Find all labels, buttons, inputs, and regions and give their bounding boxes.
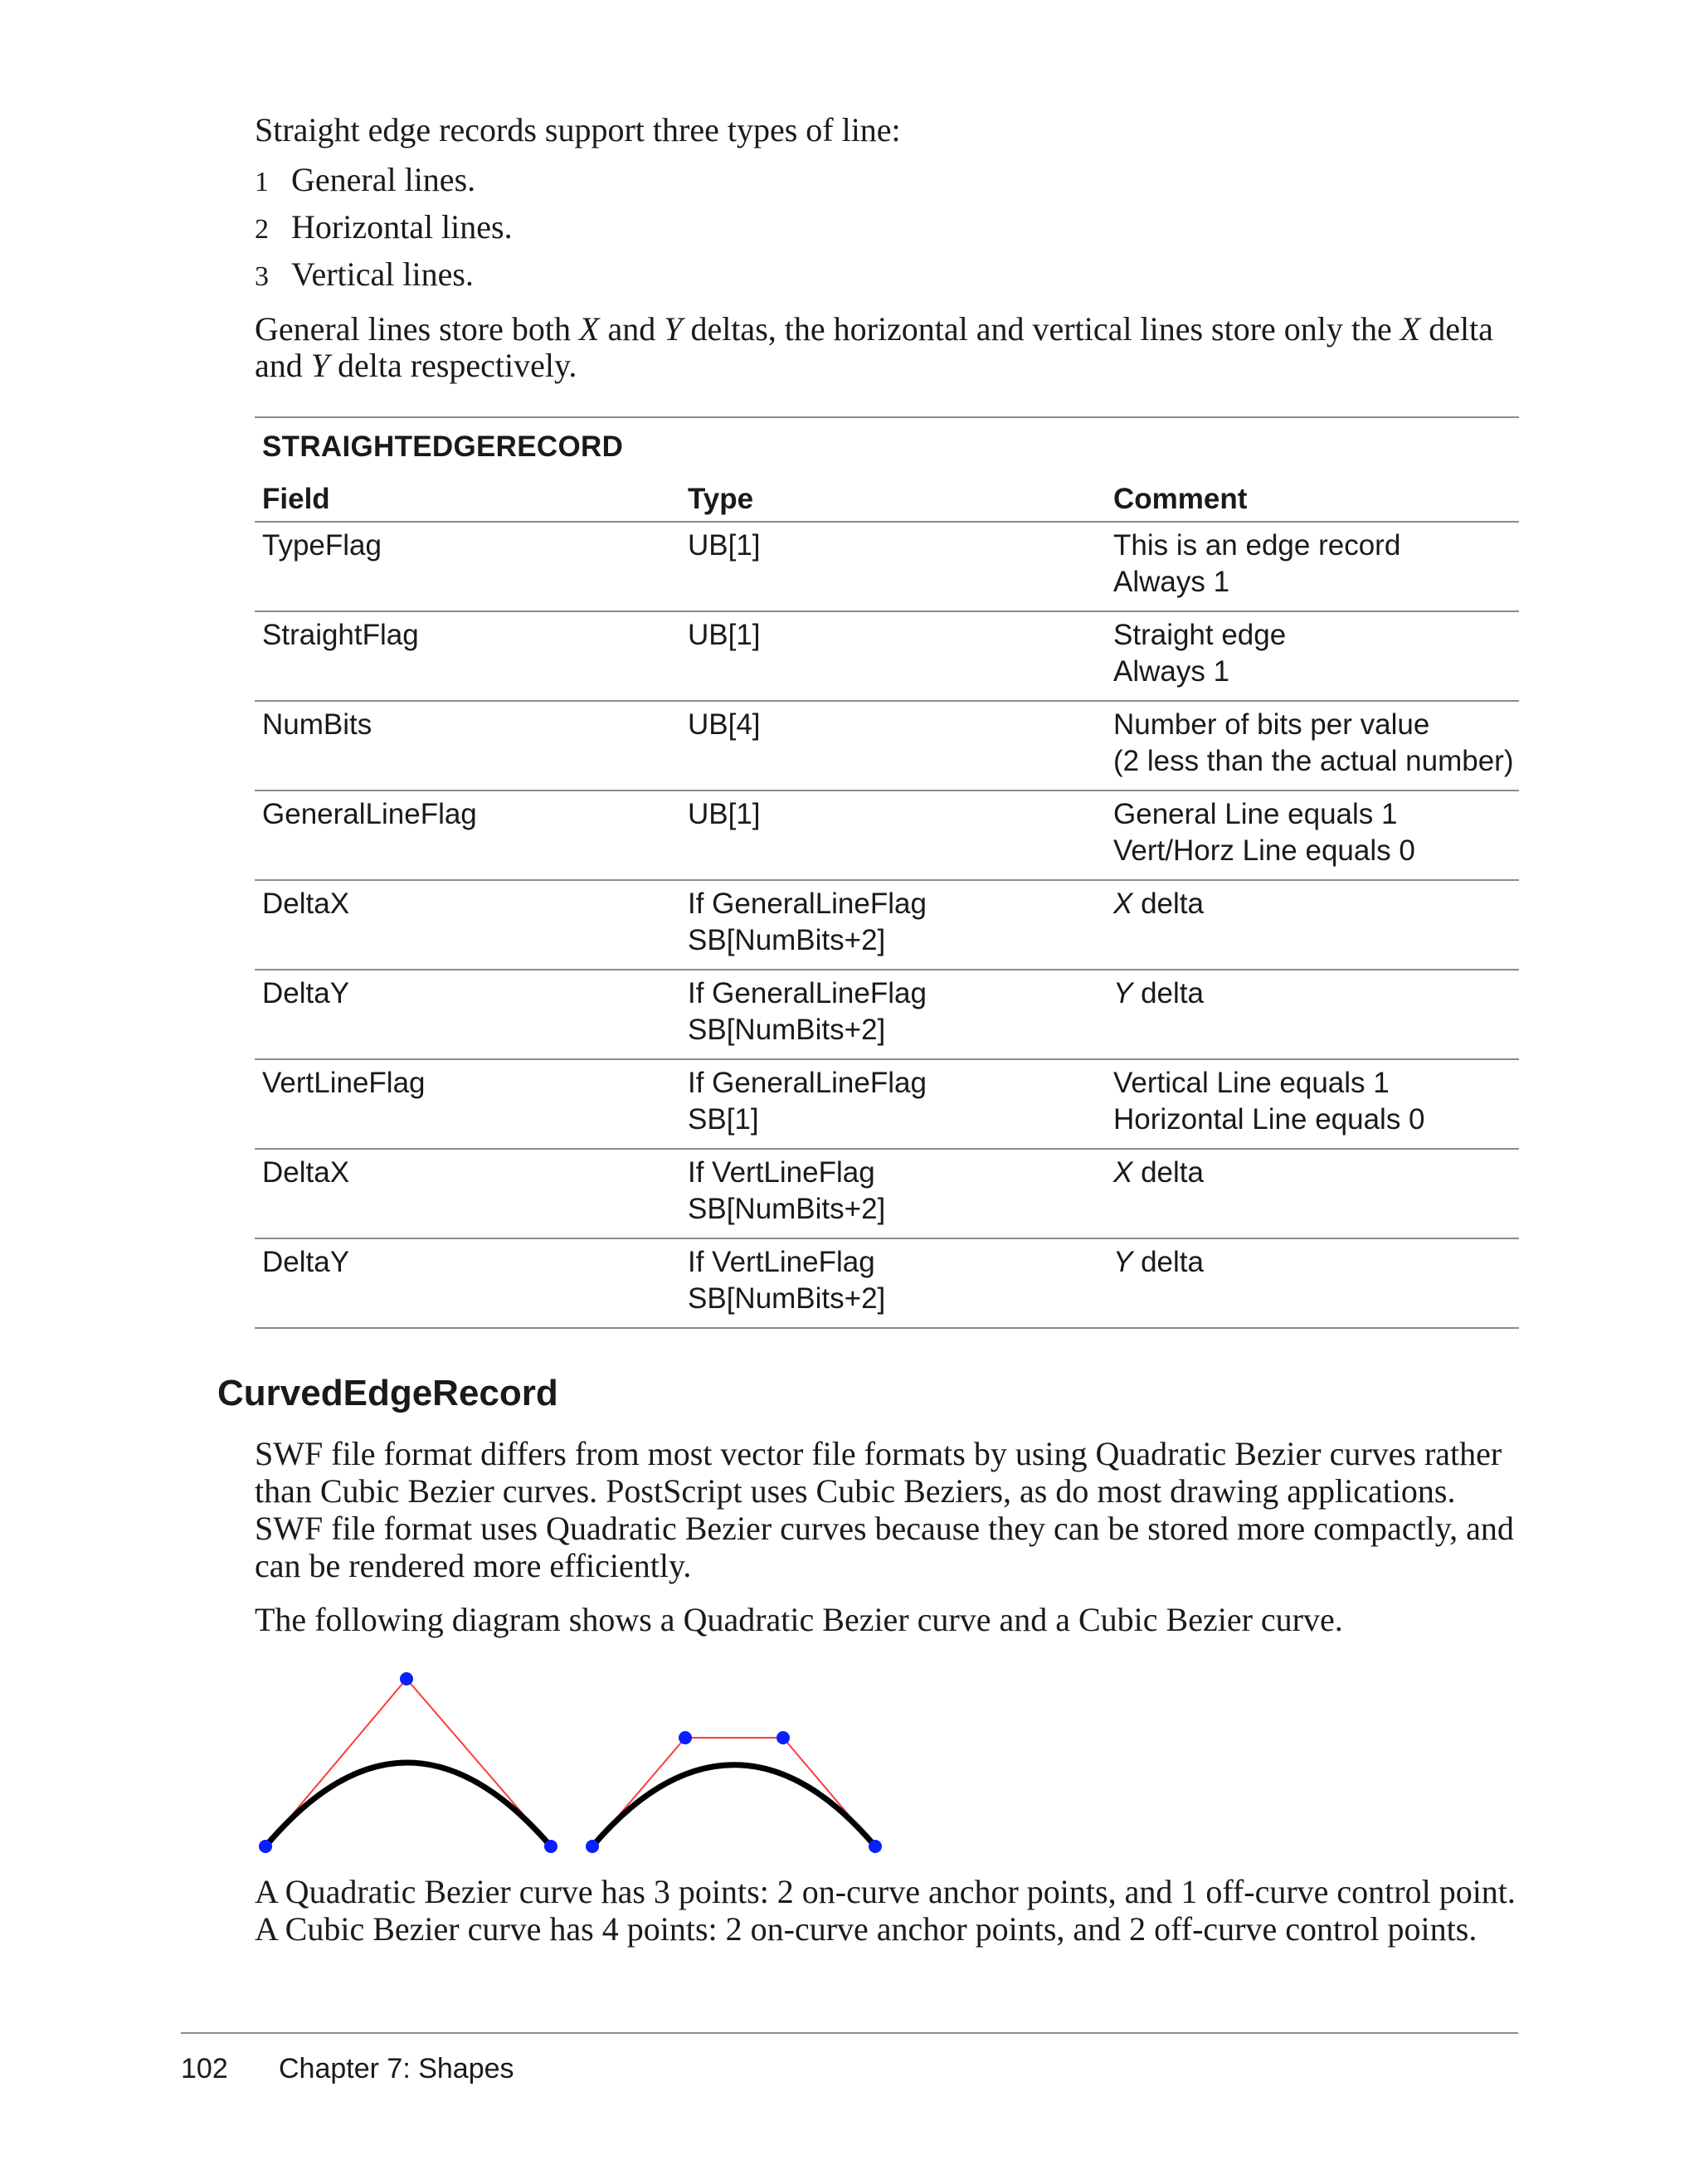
- comment-line: [1113, 886, 1519, 922]
- type-cell: [680, 1065, 1106, 1148]
- var-x: X: [1113, 888, 1133, 920]
- comment-line: [1113, 1155, 1519, 1191]
- table-row: [255, 702, 1519, 791]
- control-point: [400, 1672, 413, 1685]
- footer-rule: [181, 2032, 1518, 2034]
- comment-cell: [1106, 1065, 1519, 1148]
- anchor-point: [869, 1840, 882, 1853]
- header-field: Field: [262, 483, 330, 515]
- comment-cell: [1106, 796, 1519, 879]
- field-cell: [255, 886, 680, 969]
- comment-line: Always 1: [1113, 566, 1230, 598]
- list-number: 1: [255, 167, 269, 197]
- table-row: [255, 1150, 1519, 1239]
- type-line: SB[NumBits+2]: [688, 1014, 886, 1046]
- comment-cell: [1106, 975, 1519, 1058]
- field-cell: [255, 617, 680, 700]
- table-row: [255, 881, 1519, 970]
- comment-line: [1113, 1244, 1519, 1281]
- type-cell: [680, 1244, 1106, 1327]
- cubic-control-polygon: [592, 1738, 875, 1846]
- list-item: [255, 162, 475, 201]
- page-number: 102: [181, 2053, 228, 2084]
- comment-line: General Line equals 1: [1113, 798, 1398, 830]
- field-name: StraightFlag: [262, 619, 419, 651]
- control-point: [776, 1731, 790, 1744]
- comment-cell: [1106, 1155, 1519, 1238]
- comment-text: delta: [1132, 1246, 1204, 1278]
- header-comment: Comment: [1113, 483, 1248, 515]
- type-line: UB[4]: [688, 708, 761, 741]
- comment-cell: [1106, 528, 1519, 610]
- comment-line: This is an edge record: [1113, 529, 1401, 562]
- comment-line: (2 less than the actual number): [1113, 745, 1514, 777]
- table-top-rule: [255, 416, 1519, 418]
- type-cell: [680, 886, 1106, 969]
- anchor-point: [259, 1840, 272, 1853]
- comment-text: delta: [1132, 1156, 1204, 1189]
- cubic-bezier-figure: [586, 1731, 882, 1853]
- comment-line: Vertical Line equals 1: [1113, 1067, 1390, 1099]
- var-y: Y: [1113, 977, 1133, 1009]
- list-label: Vertical lines.: [291, 255, 474, 293]
- type-cell: [680, 617, 1106, 700]
- type-line: SB[NumBits+2]: [688, 924, 886, 956]
- type-line: SB[1]: [688, 1103, 759, 1136]
- comment-line: [1113, 975, 1519, 1012]
- comment-cell: [1106, 707, 1519, 790]
- comment-cell: [1106, 617, 1519, 700]
- type-line: If GeneralLineFlag: [688, 977, 927, 1009]
- type-line: UB[1]: [688, 798, 761, 830]
- comment-line: Vert/Horz Line equals 0: [1113, 834, 1415, 867]
- type-line: If VertLineFlag: [688, 1156, 875, 1189]
- type-cell: [680, 975, 1106, 1058]
- field-cell: [255, 796, 680, 879]
- table-title: STRAIGHTEDGERECORD: [262, 430, 624, 463]
- anchor-point: [544, 1840, 557, 1853]
- type-line: If GeneralLineFlag: [688, 1067, 927, 1099]
- chapter-label: Chapter 7: Shapes: [279, 2053, 514, 2084]
- text-run: deltas, the horizontal and vertical lines store only the: [682, 310, 1400, 348]
- type-line: UB[1]: [688, 529, 761, 562]
- var-y: Y: [664, 310, 683, 348]
- table-header-row: [255, 469, 1519, 523]
- comment-cell: [1106, 1244, 1519, 1327]
- type-line: If GeneralLineFlag: [688, 888, 927, 920]
- field-name: DeltaY: [262, 977, 350, 1009]
- field-cell: [255, 975, 680, 1058]
- text-run: delta and: [255, 310, 1493, 384]
- table-row: [255, 1239, 1519, 1329]
- list-number: 2: [255, 214, 269, 245]
- type-line: UB[1]: [688, 619, 761, 651]
- swf-paragraph: SWF file format differs from most vector file formats by using Quadratic Bezier curves rather than Cubic Bezier curves. PostScript uses Cubic Beziers, as do most drawing applications. SWF file format uses Quadratic Bezier curves because they can be stored more compactly, and can be rendered more efficiently.: [255, 1435, 1514, 1584]
- comment-text: delta: [1132, 888, 1204, 920]
- list-label: General lines.: [291, 161, 476, 198]
- var-y: Y: [310, 347, 330, 384]
- comment-text: delta: [1132, 977, 1204, 1009]
- comment-line: Straight edge: [1113, 619, 1287, 651]
- type-line: SB[NumBits+2]: [688, 1282, 886, 1315]
- table-row: [255, 1060, 1519, 1150]
- intro-lead: Straight edge records support three types of line:: [255, 111, 901, 148]
- quadratic-bezier-figure: [259, 1672, 557, 1853]
- type-cell: [680, 796, 1106, 879]
- list-label: Horizontal lines.: [291, 208, 513, 246]
- straightedgerecord-table: [255, 416, 1519, 1329]
- type-line: SB[NumBits+2]: [688, 1193, 886, 1225]
- quadratic-curve: [265, 1763, 551, 1846]
- field-name: TypeFlag: [262, 529, 382, 562]
- table-row: [255, 970, 1519, 1060]
- table-row: [255, 612, 1519, 702]
- type-line: If VertLineFlag: [688, 1246, 875, 1278]
- anchor-point: [586, 1840, 599, 1853]
- diagram-intro: The following diagram shows a Quadratic Bezier curve and a Cubic Bezier curve.: [255, 1601, 1343, 1638]
- text-run: and: [599, 310, 665, 348]
- text-run: delta respectively.: [329, 347, 577, 384]
- general-lines-note: [255, 311, 1516, 384]
- var-x: X: [1113, 1156, 1133, 1189]
- field-name: GeneralLineFlag: [262, 798, 477, 830]
- list-item: [255, 256, 474, 295]
- var-x: X: [579, 310, 600, 348]
- comment-line: Number of bits per value: [1113, 708, 1430, 741]
- var-x: X: [1400, 310, 1421, 348]
- text-run: General lines store both: [255, 310, 579, 348]
- field-name: DeltaY: [262, 1246, 350, 1278]
- bezier-explanation: A Quadratic Bezier curve has 3 points: 2 on-curve anchor points, and 1 off-curve control point. A Cubic Bezier curve has 4 points: 2 on-curve anchor points, and 2 off-curve control points.: [255, 1873, 1516, 1948]
- list-item: [255, 209, 513, 248]
- table-row: [255, 523, 1519, 612]
- list-number: 3: [255, 261, 269, 292]
- comment-line: Always 1: [1113, 655, 1230, 688]
- type-cell: [680, 528, 1106, 610]
- field-name: DeltaX: [262, 1156, 350, 1189]
- comment-line: Horizontal Line equals 0: [1113, 1103, 1425, 1136]
- field-cell: [255, 707, 680, 790]
- section-heading: CurvedEdgeRecord: [217, 1373, 558, 1413]
- control-point: [679, 1731, 692, 1744]
- table-row: [255, 791, 1519, 881]
- field-cell: [255, 528, 680, 610]
- field-cell: [255, 1244, 680, 1327]
- field-cell: [255, 1065, 680, 1148]
- type-cell: [680, 707, 1106, 790]
- cubic-curve: [592, 1765, 875, 1846]
- field-cell: [255, 1155, 680, 1238]
- type-cell: [680, 1155, 1106, 1238]
- intro-section: [255, 111, 1516, 384]
- comment-cell: [1106, 886, 1519, 969]
- field-name: NumBits: [262, 708, 372, 741]
- bezier-diagram: [249, 1659, 913, 1862]
- field-name: DeltaX: [262, 888, 350, 920]
- var-y: Y: [1113, 1246, 1133, 1278]
- field-name: VertLineFlag: [262, 1067, 426, 1099]
- header-type: Type: [688, 483, 754, 515]
